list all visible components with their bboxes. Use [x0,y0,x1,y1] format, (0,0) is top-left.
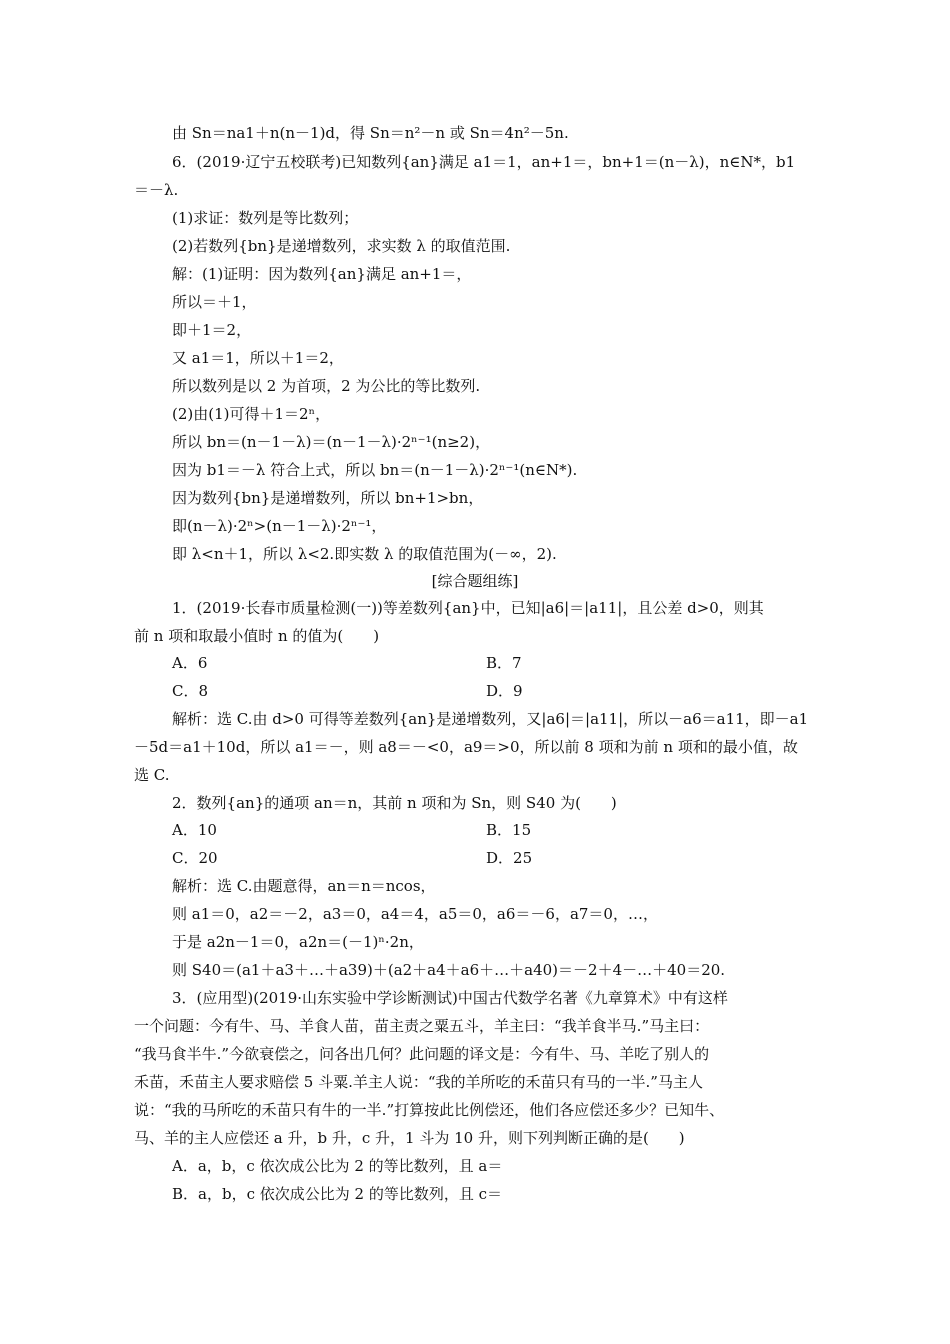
analysis-line: 解析：选 C.由题意得，an＝n＝ncos， [172,877,436,895]
option-b: B．a，b，c 依次成公比为 2 的等比数列，且 c＝ [172,1185,502,1203]
option-b: B．15 [486,821,532,839]
option-a: A．6 [172,654,208,672]
option-a: A．10 [172,821,217,839]
question-3-line-4: 禾苗，禾苗主人要求赔偿 5 斗粟.羊主人说：“我的羊所吃的禾苗只有马的一半.”马主人 [134,1073,703,1091]
text-line: 即(n－λ)·2ⁿ>(n－1－λ)·2ⁿ⁻¹， [172,517,387,535]
question-3-line-3: “我马食半牛.”今欲衰偿之，问各出几何？此问题的译文是：今有牛、马、羊吃了别人的 [134,1045,710,1063]
text-line: (2)若数列{bn}是递增数列，求实数 λ 的取值范围. [172,237,511,255]
option-c: C．20 [172,849,218,867]
option-c: C．8 [172,682,209,700]
text-line: 又 a1＝1，所以＋1＝2， [172,349,344,367]
text-line: (2)由(1)可得＋1＝2ⁿ， [172,405,331,423]
question-6-line-2: ＝－λ. [134,181,179,199]
question-3-line-6: 马、羊的主人应偿还 a 升，b 升，c 升，1 斗为 10 升，则下列判断正确的是( ) [134,1129,685,1147]
text-line: 因为 b1＝－λ 符合上式，所以 bn＝(n－1－λ)·2ⁿ⁻¹(n∈N*). [172,461,578,479]
section-heading: [综合题组练] [431,572,519,590]
text-line: 所以＝＋1， [172,293,257,311]
text-line: (1)求证：数列是等比数列； [172,209,359,227]
analysis-line: 选 C. [134,766,170,784]
option-b: B．7 [486,654,522,672]
text-line: 则 S40＝(a1＋a3＋…＋a39)＋(a2＋a4＋a6＋…＋a40)＝－2＋4－…＋40＝20. [172,961,726,979]
question-3-line-1: 3．(应用型)(2019·山东实验中学诊断测试)中国古代数学名著《九章算术》中有这样 [172,989,728,1007]
analysis-line: 解析：选 C.由 d>0 可得等差数列{an}是递增数列，又|a6|＝|a11|，所以－a6＝a11，即－a1 [172,710,809,728]
option-d: D．9 [486,682,523,700]
option-a: A．a，b，c 依次成公比为 2 的等比数列，且 a＝ [172,1157,503,1175]
question-3-line-2: 一个问题：今有牛、马、羊食人苗，苗主责之粟五斗，羊主曰：“我羊食半马.”马主曰： [134,1017,710,1035]
question-1-line-2: 前 n 项和取最小值时 n 的值为( ) [134,627,380,645]
question-1-line-1: 1．(2019·长春市质量检测(一))等差数列{an}中，已知|a6|＝|a11|，且公差 d>0，则其 [172,599,764,617]
question-6-line-1: 6．(2019·辽宁五校联考)已知数列{an}满足 a1＝1，an+1＝，bn+1＝(n－λ)，n∈N*，b1 [172,153,796,171]
text-line: 于是 a2n－1＝0，a2n＝(－1)ⁿ·2n， [172,933,424,951]
text-line: 所以 bn＝(n－1－λ)＝(n－1－λ)·2ⁿ⁻¹(n≥2)， [172,433,491,451]
analysis-line: －5d＝a1＋10d，所以 a1＝－，则 a8＝－<0，a9＝>0，所以前 8 项和为前 n 项和的最小值，故 [134,738,798,756]
text-line: 因为数列{bn}是递增数列，所以 bn+1>bn， [172,489,484,507]
option-d: D．25 [486,849,533,867]
question-3-line-5: 说：“我的马所吃的禾苗只有牛的一半.”打算按此比例偿还，他们各应偿还多少？已知牛、 [134,1101,725,1119]
text-line: 所以数列是以 2 为首项，2 为公比的等比数列. [172,377,481,395]
text-line: 即＋1＝2， [172,321,252,339]
question-2-line: 2．数列{an}的通项 an＝n，其前 n 项和为 Sn，则 S40 为( ) [172,794,617,812]
text-line: 即 λ<n＋1，所以 λ<2.即实数 λ 的取值范围为(－∞，2). [172,545,557,563]
text-line: 由 Sn＝na1＋n(n－1)d，得 Sn＝n²－n 或 Sn＝4n²－5n. [172,124,569,142]
solution-line: 解：(1)证明：因为数列{an}满足 an+1＝， [172,265,472,283]
text-line: 则 a1＝0，a2＝－2，a3＝0，a4＝4，a5＝0，a6＝－6，a7＝0，…， [172,905,658,923]
